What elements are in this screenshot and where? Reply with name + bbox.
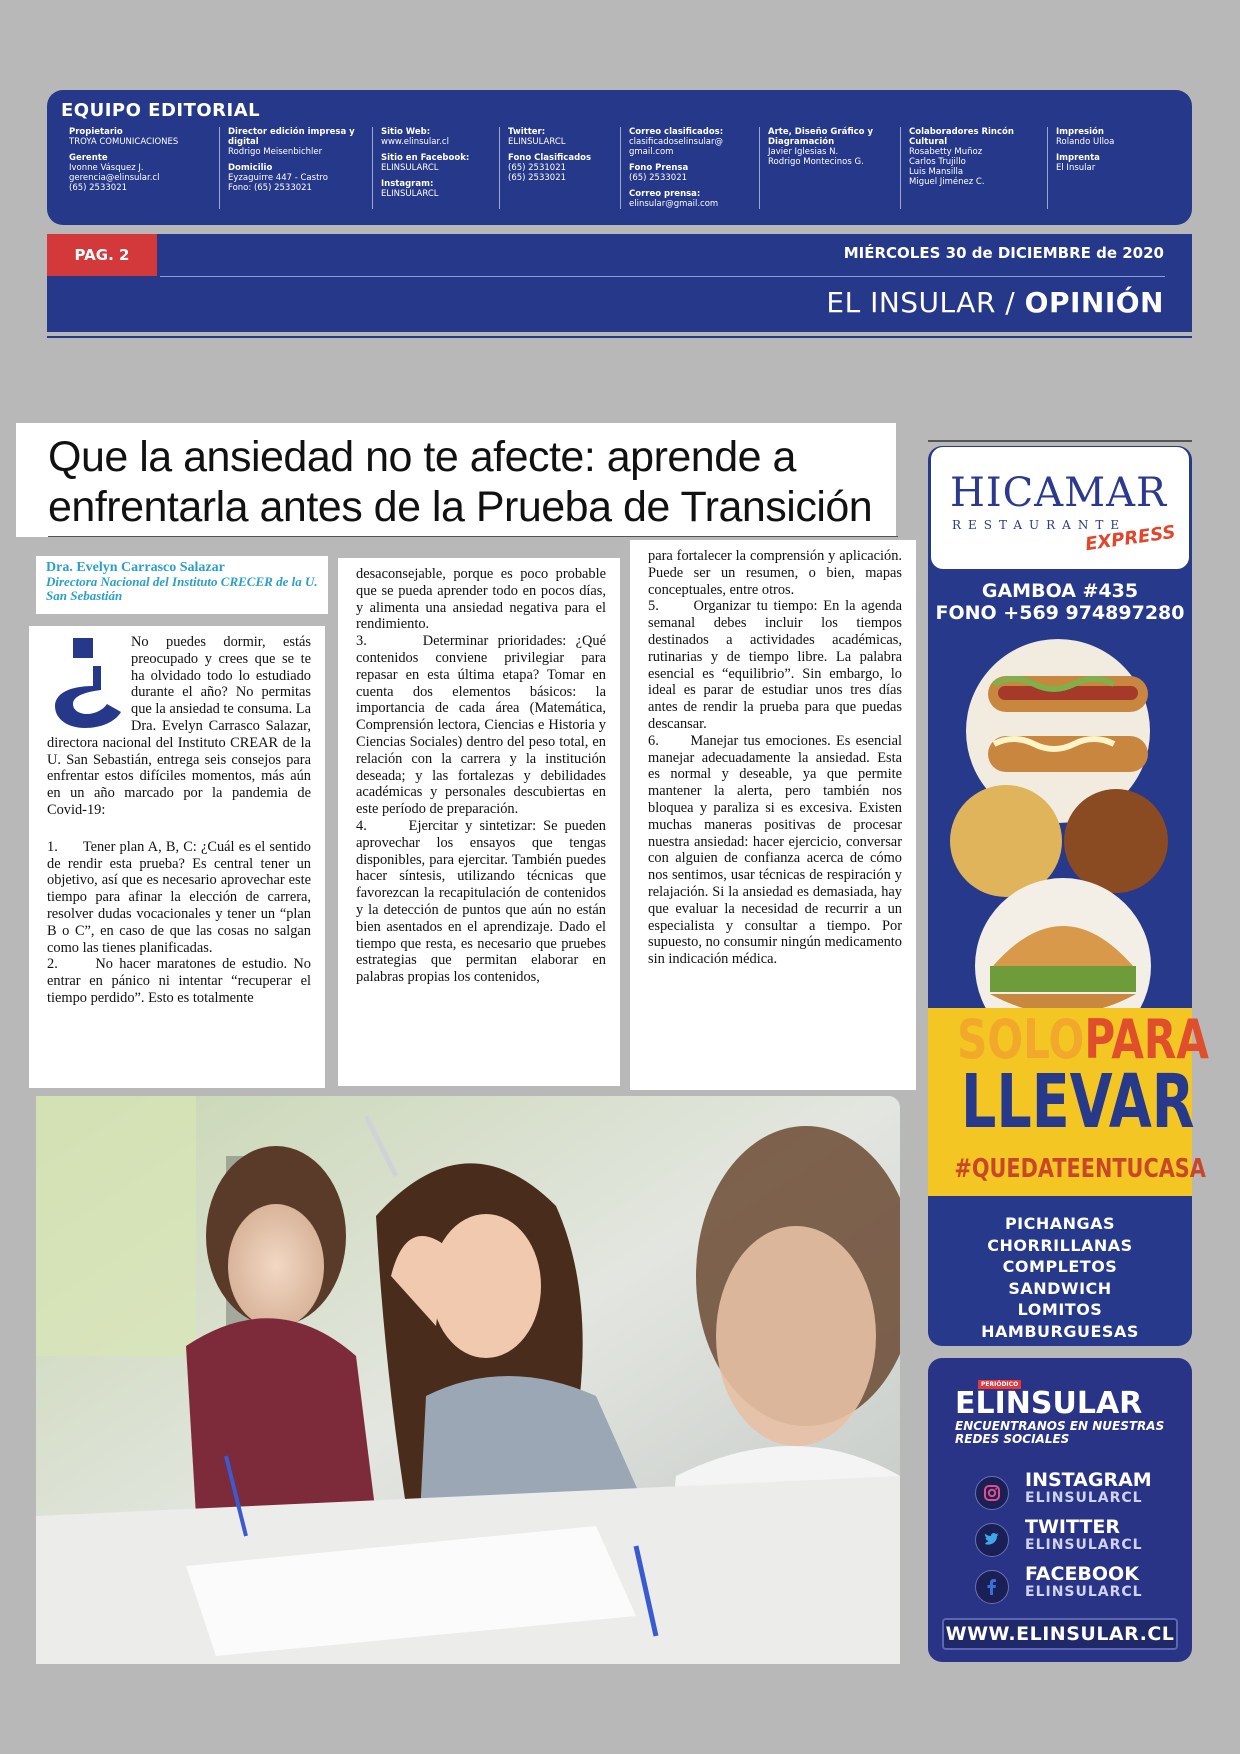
- article-column-1: [29, 626, 325, 1088]
- menu-item: CHORRILLANAS: [987, 1235, 1133, 1255]
- social-tagline: ENCUENTRANOS EN NUESTRAS REDES SOCIALES: [955, 1419, 1165, 1446]
- section-name: OPINIÓN: [1024, 286, 1164, 319]
- tip-4: 4. Ejercitar y sintetizar: Se pueden aprovechar los ensayos que tengas disponibles, para ejercitar. También puedes hacer síntesis, utilizando técnicas que favorezcan la recapitulación de contenidos y la detección de puntos que aún no están bien asentados en el aprendizaje. Dado el tiempo que resta, es necesario que pruebes estrategias que permitan elaborar en palabras propias los contenidos,: [356, 817, 606, 986]
- tip-1: 1. Tener plan A, B, C: ¿Cuál es el sentido de rendir esta prueba? Es central tener un objetivo, así que es necesario aprovechar este tiempo para afinar la elección de carrera, resolver dudas vocacionales y tener un “plan B o C”, en caso de que las cosas no salgan como las tienes planificadas.: [47, 838, 311, 956]
- menu-item: PICHANGAS: [1004, 1214, 1116, 1233]
- editorial-value: El Insular: [1056, 163, 1096, 173]
- editorial-value: ELINSULARCL: [508, 137, 566, 147]
- author-box: [36, 556, 328, 614]
- menu-item: COMPLETOS: [1002, 1257, 1118, 1276]
- editorial-team-banner: [47, 90, 1192, 225]
- ad-para: PARA: [1084, 1008, 1209, 1071]
- editorial-column: [61, 127, 220, 209]
- editorial-label: Correo prensa:: [629, 189, 701, 199]
- menu-item: HAMBURGUESAS: [981, 1321, 1139, 1341]
- ad-brand-subtitle: RESTAURANTE: [952, 518, 1127, 532]
- menu-item: SANDWICH: [1008, 1278, 1112, 1298]
- editorial-label: Arte, Diseño Gráfico y Diagramación: [768, 127, 874, 147]
- author-role: Directora Nacional del Instituto CRECER de la U. San Sebastián: [46, 574, 318, 603]
- editorial-value: (65) 2533021: [629, 173, 688, 183]
- menu-item: LOMITOS: [1017, 1300, 1103, 1319]
- tip-5: 5. Organizar tu tiempo: En la agenda semanal debes incluir los tiempos destinados a actividades académicas, rutinarias y de tiempo libre. La palabra esencial es “equilibrio”. Sin embargo, lo ideal es parar de estudiar unos tres días antes de rendir la prueba para que puedas descansar.: [648, 598, 902, 732]
- ad-phone: FONO +569 974897280: [935, 602, 1185, 624]
- photo-illustration: [36, 1096, 900, 1664]
- ad-contact: [928, 580, 1192, 624]
- social-handle: ELINSULARCL: [1025, 1584, 1143, 1600]
- facebook-icon: [975, 1570, 1009, 1604]
- article-intro: No puedes dormir, estás preocupado y crees que se te ha olvidado todo lo estudiado durante el año? No permitas que la ansiedad te consuma. La Dra. Evelyn Carrasco Salazar, directora nacional del Instituto CREAR de la U. San Sebastián, entrega seis consejos para enfrentar estos difíciles momentos, más aún en un año marcado por la pandemia de Covid-19:: [47, 634, 311, 818]
- editorial-value: www.elinsular.cl: [381, 137, 449, 147]
- headline-line-2: enfrentarla antes de la Prueba de Transición: [48, 483, 873, 531]
- article-headline: [48, 432, 893, 532]
- section-title: [826, 286, 1164, 319]
- editorial-column: [500, 127, 621, 209]
- question-mark-dropcap: [43, 634, 125, 734]
- article-column-3: [630, 540, 916, 1090]
- tip-6: 6. Manejar tus emociones. Es esencial manejar adecuadamente la ansiedad. Esta es normal y deseable, ya que permite mantener la alerta, pero también nos bloquea y paraliza si es excesiva. Existen muchas maneras positivas de procesar nuestra ansiedad: hacer ejercicio, conversar con alguien de confianza acerca de cómo nos sentimos, usar técnicas de respiración y relajación. Si la ansiedad es demasiada, hay que evaluar la necesidad de recurrir a un especialista y consultar a tiempo. Por supuesto, no consumir ningún medicamento sin indicación médica.: [648, 732, 902, 968]
- editorial-label: Colaboradores Rincón Cultural: [909, 127, 1014, 147]
- social-kicker: PERIÓDICO: [978, 1380, 1021, 1389]
- editorial-label: Sitio en Facebook:: [381, 153, 470, 163]
- social-network-name: INSTAGRAM: [1025, 1469, 1152, 1491]
- editorial-value: Eyzaguirre 447 - Castro Fono: (65) 2533021: [228, 173, 328, 193]
- ad-brand-tag: EXPRESS: [1083, 521, 1177, 556]
- social-handle: ELINSULARCL: [1025, 1537, 1143, 1553]
- ad-llevar: LLEVAR: [961, 1059, 1195, 1145]
- editorial-column: [621, 127, 760, 209]
- editorial-column: [901, 127, 1048, 209]
- section-divider: [160, 276, 1165, 277]
- ad-top-rule: [928, 440, 1192, 442]
- editorial-value: (65) 2531021 (65) 2533021: [508, 163, 567, 183]
- social-network-name: FACEBOOK: [1025, 1563, 1139, 1585]
- students-exam-photo: [36, 1096, 900, 1664]
- editorial-value: Rodrigo Meisenbichler: [228, 147, 323, 157]
- editorial-label: Correo clasificados:: [629, 127, 724, 137]
- page-number-tag: PAG. 2: [47, 234, 157, 276]
- website-link[interactable]: WWW.ELINSULAR.CL: [942, 1618, 1178, 1650]
- editorial-column: [220, 127, 373, 209]
- issue-date: MIÉRCOLES 30 de DICIEMBRE de 2020: [843, 244, 1164, 262]
- instagram-icon: [975, 1476, 1009, 1510]
- editorial-label: Twitter:: [508, 127, 546, 137]
- social-network-name: TWITTER: [1025, 1516, 1120, 1538]
- editorial-label: Domicilio: [228, 163, 273, 173]
- twitter-icon: [975, 1523, 1009, 1557]
- tip-3: 3. Determinar prioridades: ¿Qué contenidos conviene privilegiar para repasar en esta última etapa? Tomar en cuenta dos elementos básicos: la importancia de cada área (Matemática, Comprensión lectora, Ciencias e Historia y Ciencias Sociales) dentro del peso total, en relación con la carrera y la institución deseada; y las fortalezas y debilidades académicas y personales descubiertas en este período de preparación.: [356, 633, 606, 818]
- social-instagram[interactable]: [975, 1470, 1185, 1514]
- article-column-2: [338, 558, 620, 1086]
- author-name: Dra. Evelyn Carrasco Salazar: [46, 560, 225, 575]
- editorial-value: ELINSULARCL: [381, 163, 439, 173]
- editorial-column: [1048, 127, 1144, 209]
- editorial-columns: [61, 127, 1178, 209]
- editorial-label: Fono Clasificados: [508, 153, 592, 163]
- editorial-label: Sitio Web:: [381, 127, 431, 137]
- editorial-value: Javier Iglesias N. Rodrigo Montecinos G.: [768, 147, 864, 167]
- tip-2-continued: desaconsejable, porque es poco probable que se pueda aprender todo en pocos días, y alimenta una ansiedad negativa para el rendimiento.: [356, 566, 606, 633]
- editorial-column: [760, 127, 901, 209]
- editorial-value: Ivonne Vásquez J. gerencia@elinsular.cl (65) 2533021: [69, 163, 160, 193]
- tip-2: 2. No hacer maratones de estudio. No entrar en pánico ni intentar “recuperar el tiempo perdido”. Esto es totalmente: [47, 956, 311, 1006]
- headline-rule: [48, 536, 898, 537]
- editorial-label: Impresión: [1056, 127, 1104, 137]
- editorial-column: [373, 127, 500, 209]
- editorial-value: clasificadoselinsular@ gmail.com: [629, 137, 724, 157]
- tip-4-continued: para fortalecer la comprensión y aplicación. Puede ser un resumen, o bien, mapas conceptuales, entre otros.: [648, 548, 902, 598]
- editorial-label: Imprenta: [1056, 153, 1100, 163]
- editorial-label: Propietario: [69, 127, 123, 137]
- header-bottom-rule: [47, 336, 1192, 338]
- ad-menu-list: [928, 1213, 1192, 1342]
- editorial-label: Instagram:: [381, 179, 434, 189]
- ad-hashtag: #QUEDATEENTUCASA: [954, 1154, 1206, 1184]
- headline-line-1: Que la ansiedad no te afecte: aprende a: [48, 433, 796, 481]
- social-brand: ELINSULAR: [955, 1386, 1143, 1421]
- editorial-label: Fono Prensa: [629, 163, 689, 173]
- editorial-value: Rosabetty Muñoz Carlos Trujillo Luis Mansilla Miguel Jiménez C.: [909, 147, 985, 187]
- social-handle: ELINSULARCL: [1025, 1490, 1143, 1506]
- editorial-value: TROYA COMUNICACIONES: [69, 137, 179, 147]
- editorial-title: EQUIPO EDITORIAL: [61, 100, 261, 121]
- ad-brand-name: HICAMAR: [950, 470, 1168, 516]
- editorial-value: Rolando Ulloa: [1056, 137, 1115, 147]
- editorial-label: Gerente: [69, 153, 108, 163]
- editorial-value: ELINSULARCL: [381, 189, 439, 199]
- social-twitter[interactable]: [975, 1517, 1185, 1561]
- paper-name: EL INSULAR /: [826, 286, 1016, 319]
- ad-address: GAMBOA #435: [981, 580, 1139, 602]
- editorial-label: Director edición impresa y digital: [228, 127, 355, 147]
- ad-solo: SOLO: [957, 1008, 1085, 1071]
- editorial-value: elinsular@gmail.com: [629, 199, 719, 209]
- social-facebook[interactable]: [975, 1564, 1185, 1608]
